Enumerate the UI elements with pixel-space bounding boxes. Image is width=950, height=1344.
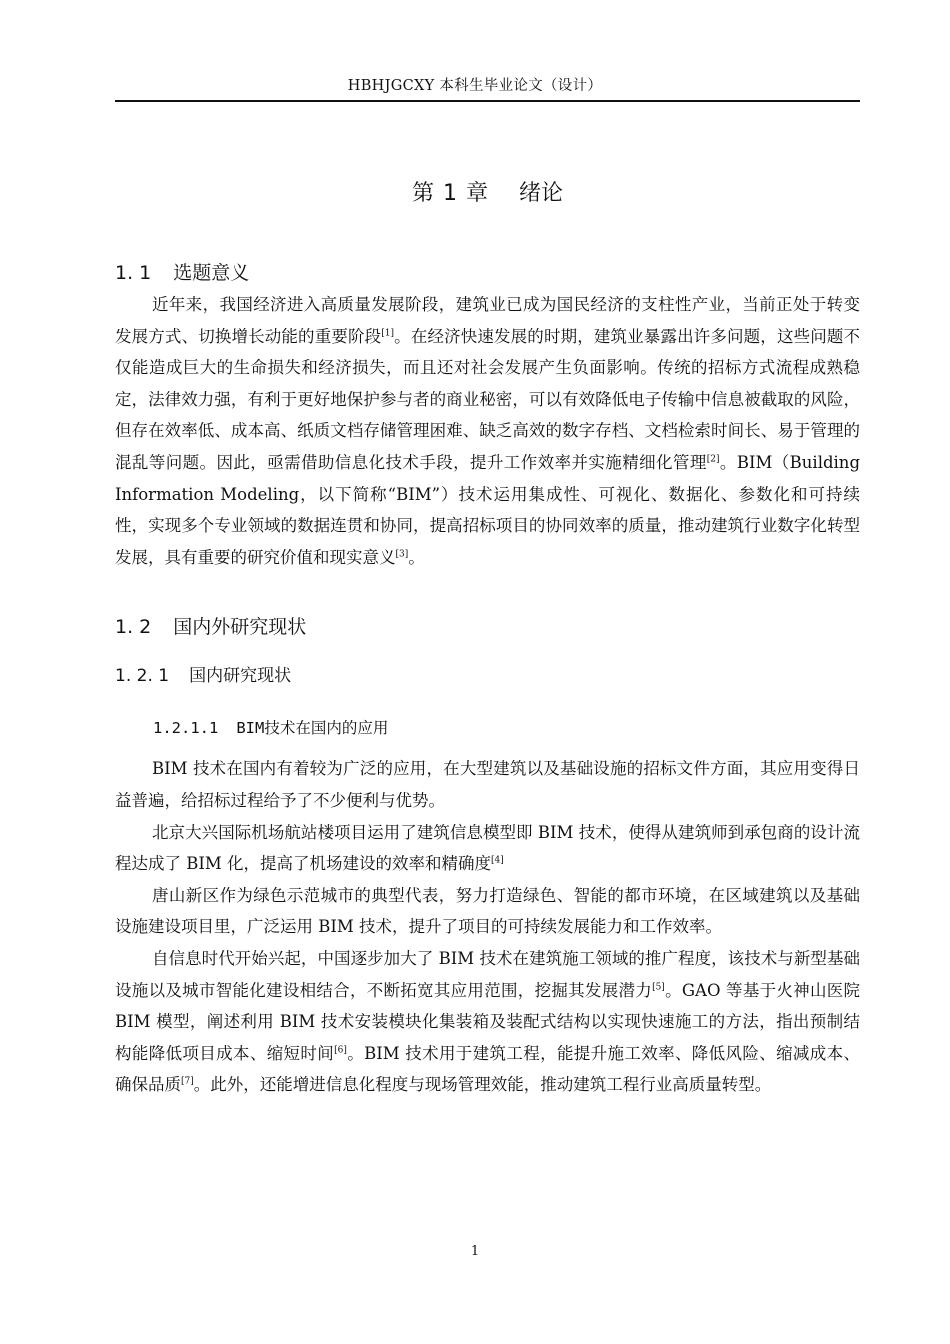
section-heading-1-1 (115, 257, 860, 289)
subsubsection-number: 1.2.1.1 (153, 719, 219, 738)
citation-3: [3] (395, 549, 409, 560)
citation-7: [7] (181, 1076, 194, 1087)
header-title: HBHJGCXY 本科生毕业论文（设计） (347, 78, 603, 94)
page-content (115, 174, 860, 1101)
text-run: 近年来，我国经济进入高质量发展阶段，建筑业已成为国民经济的支柱性产业，当前正处于转变发展方式、切换增长动能的重要阶段 (115, 295, 860, 346)
paragraph-daxing-airport (115, 817, 860, 880)
citation-1: [1] (381, 328, 395, 339)
section-number: 1. 2 (115, 616, 152, 639)
paragraph-significance (115, 289, 860, 573)
chapter-title: 第 1 章 绪论 (412, 181, 563, 206)
paragraph-tangshan: 唐山新区作为绿色示范城市的典型代表，努力打造绿色、智能的都市环境，在区域建筑以及基础设施建设项目里，广泛运用 BIM 技术，提升了项目的可持续发展能力和工作效率。 (115, 885, 860, 937)
subsection-heading-1-2-1 (115, 661, 860, 691)
text-run: 。此外，还能增进信息化程度与现场管理效能，推动建筑工程行业高质量转型。 (193, 1075, 772, 1095)
paragraph-bim-promotion (115, 943, 860, 1101)
citation-6: [6] (334, 1045, 347, 1056)
text-run: 。BIM（Building Information Modeling，以下简称“BIM”）技术运用集成性、可视化、数据化、参数化和可持续性，实现多个专业领域的数据连贯和协同，提高招标项目的协同效率的质量，推动建筑行业数字化转型发展，具有重要的研究价值和现实意义 (115, 452, 861, 567)
text-run: 。 (408, 547, 425, 567)
text-run: 。GAO 等基于火神山医院 BIM 模型，阐述利用 BIM 技术安装模块化集装箱及装配式结构以实现快速施工的方法，指出预制结构能降低项目成本、缩短时间 (115, 980, 861, 1063)
section-heading-1-2 (115, 611, 860, 643)
section-number: 1. 1 (115, 262, 152, 284)
text-run: 自信息时代开始兴起，中国逐步加大了 BIM 技术在建筑施工领域的推广程度，该技术与新型基础设施以及城市智能化建设相结合，不断拓宽其应用范围，挖掘其发展潜力 (115, 948, 860, 1000)
section-title: 国内外研究现状 (173, 616, 307, 639)
subsubsection-title: BIM技术在国内的应用 (236, 719, 389, 738)
page-number: 1 (470, 1244, 480, 1259)
paragraph-bim-overview: BIM 技术在国内有着较为广泛的应用，在大型建筑以及基础设施的招标文件方面，其应用变得日益普遍，给招标过程给予了不少便利与优势。 (115, 759, 860, 810)
header-rule (115, 100, 860, 102)
text-run: 。BIM 技术用于建筑工程，能提升施工效率、降低风险、缩减成本、确保品质 (115, 1043, 860, 1095)
subsection-title: 国内研究现状 (189, 666, 292, 687)
subsection-number: 1. 2. 1 (115, 666, 170, 687)
section-title: 选题意义 (173, 262, 250, 284)
citation-5: [5] (652, 982, 665, 992)
text-run: 。在经济快速发展的时期，建筑业暴露出许多问题，这些问题不仅能造成巨大的生命损失和经济损失，而且还对社会发展产生负面影响。传统的招标方式流程成熟稳定，法律效力强，有利于更好地保护参与者的商业秘密，可以有效降低电子传输中信息被截取的风险，但存在效率低、成本高、纸质文档存储管理困难、缺乏高效的数字存档、文档检索时间长、易于管理的混乱等问题。因此，亟需借助信息化技术手段，提升工作效率并实施精细化管理 (115, 326, 861, 472)
citation-4: [4] (491, 855, 504, 866)
text-run: 北京大兴国际机场航站楼项目运用了建筑信息模型即 BIM 技术，使得从建筑师到承包商的设计流程达成了 BIM 化，提高了机场建设的效率和精确度 (115, 822, 860, 874)
subsubsection-heading-1-2-1-1 (115, 713, 860, 743)
citation-2: [2] (706, 454, 720, 465)
